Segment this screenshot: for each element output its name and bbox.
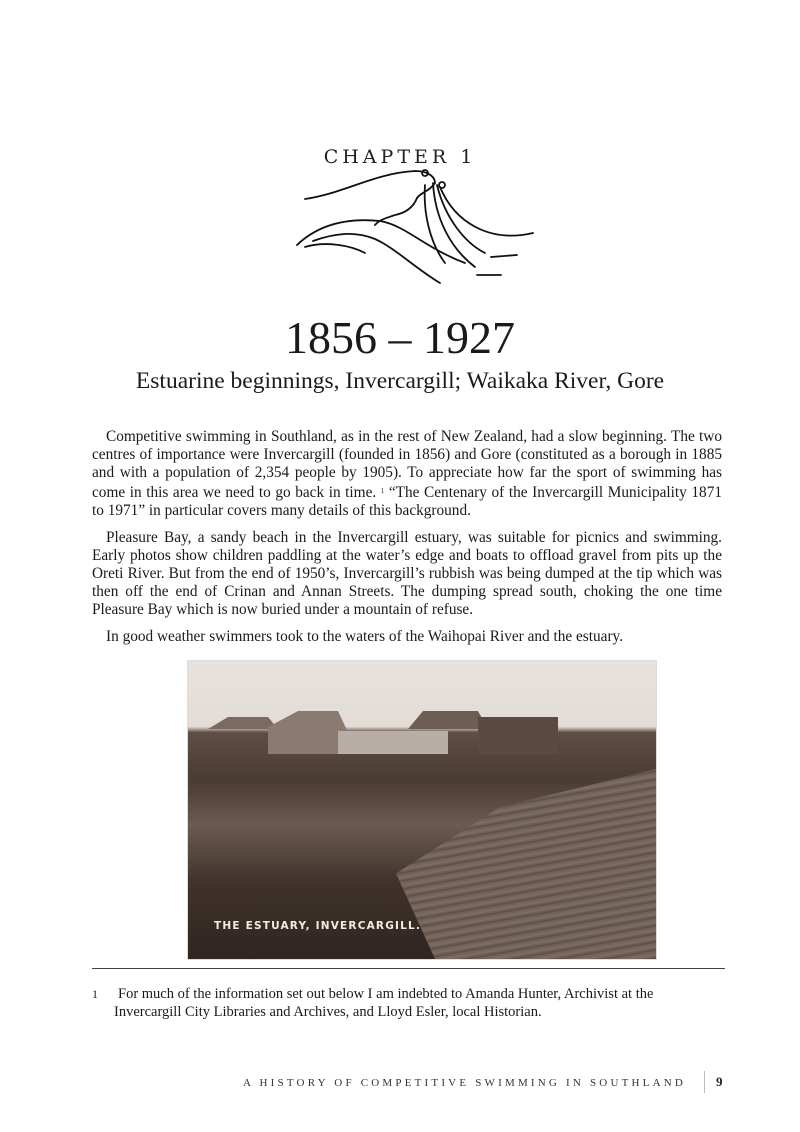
footer-divider xyxy=(704,1071,705,1093)
footnote-ref[interactable]: 1 xyxy=(380,487,385,495)
paragraph: Competitive swimming in Southland, as in the rest of New Zealand, had a slow beginning. The two centres of importance were Invercargill (founded in 1856) and Gore (constituted as a borough in 1885 and with a population of 2,354 people by 1905). To appreciate how far the sport of swimming has come in this area we need to go back in time. $^1$ “The Centenary of the Invercargill Municipality 1871 to 1971” in particular covers many details of this background. xyxy=(92,428,722,519)
photo-caption: THE ESTUARY, INVERCARGILL. xyxy=(214,920,422,932)
paragraph: Pleasure Bay, a sandy beach in the Invercargill estuary, was suitable for picnics and swimming. Early photos show children paddling at the water’s edge and boats to offload gravel from pits up the Oreti River. But from the end of 1950’s, Invercargill’s rubbish was being dumped at the tip which was then off the end of Crinan and Annan Streets. The dumping spread south, choking the one time Pleasure Bay which is now buried under a mountain of refuse. xyxy=(92,529,722,618)
footnote-number: 1 xyxy=(92,987,98,1001)
paragraph: In good weather swimmers took to the waters of the Waihopai River and the estuary. xyxy=(106,628,624,645)
body-text xyxy=(92,428,722,655)
buildings-silhouette xyxy=(208,709,568,754)
chapter-years: 1856 – 1927 xyxy=(285,312,515,363)
chapter-label: CHAPTER 1 xyxy=(323,146,477,168)
chapter-subtitle: Estuarine beginnings, Invercargill; Waikaka River, Gore xyxy=(135,368,665,394)
footnote xyxy=(92,985,722,1021)
page-number: 9 xyxy=(716,1074,723,1089)
footnote-text: For much of the information set out below I am indebted to Amanda Hunter, Archivist at the Invercargill City Libraries and Archives, and Lloyd Esler, local Historian. xyxy=(114,986,654,1020)
running-footer: A HISTORY OF COMPETITIVE SWIMMING IN SOUTHLAND xyxy=(243,1077,686,1089)
water xyxy=(396,769,656,959)
wave-icon xyxy=(295,163,535,293)
estuary-photo xyxy=(187,660,657,960)
footnote-divider xyxy=(92,968,725,969)
